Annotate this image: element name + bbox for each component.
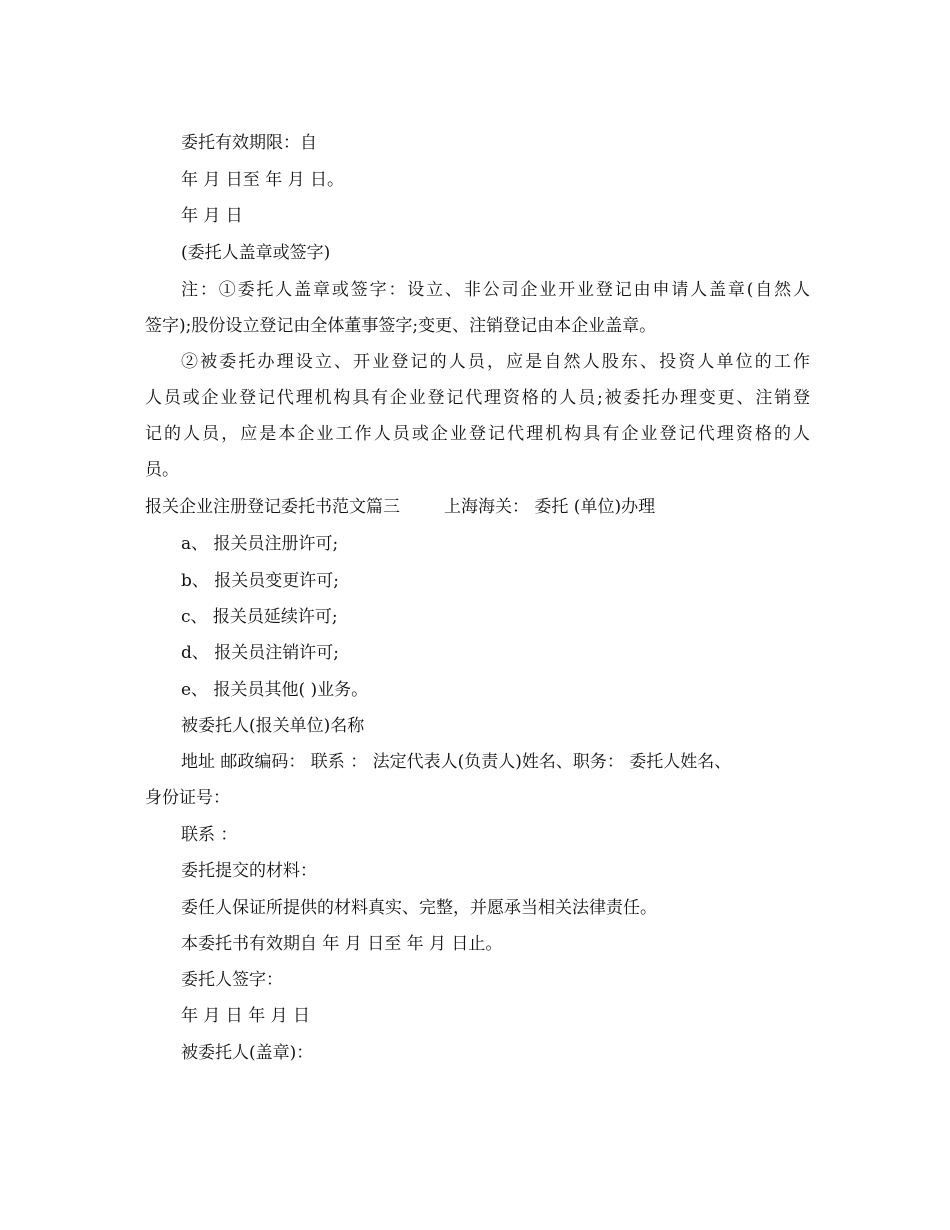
customs-entrust-line: 上海海关： 委托 (单位)办理 xyxy=(444,497,656,517)
date-line: 年 月 日 xyxy=(181,206,243,226)
note-2-line-4: 员。 xyxy=(145,460,179,480)
note-2-line-3: 记的人员，应是本企业工作人员或企业登记代理机构具有企业登记代理资格的人 xyxy=(145,424,810,444)
submitted-materials-label: 委托提交的材料： xyxy=(181,861,317,881)
address-contact-line: 地址 邮政编码： 联系 ： 法定代表人(负责人)姓名、职务： 委托人姓名、 xyxy=(181,752,732,772)
agent-name-label: 被委托人(报关单位)名称 xyxy=(181,716,365,736)
contact-label: 联系 ： xyxy=(181,825,238,845)
list-item-a: a、 报关员注册许可; xyxy=(181,534,339,554)
list-item-d: d、 报关员注销许可; xyxy=(181,643,340,663)
validity-period-label: 委托有效期限：自 xyxy=(181,133,317,153)
validity-statement: 本委托书有效期自 年 月 日至 年 月 日止。 xyxy=(181,934,503,954)
list-item-e: e、 报关员其他( )业务。 xyxy=(181,680,369,700)
section-heading-line xyxy=(145,496,810,518)
note-1-line-2: 签字);股份设立登记由全体董事签字;变更、注销登记由本企业盖章。 xyxy=(145,316,657,336)
signature-dates: 年 月 日 年 月 日 xyxy=(181,1006,311,1026)
principal-seal-note: (委托人盖章或签字) xyxy=(181,243,331,263)
list-item-c: c、 报关员延续许可; xyxy=(181,607,338,627)
list-item-b: b、 报关员变更许可; xyxy=(181,571,340,591)
validity-date-range: 年 月 日至 年 月 日。 xyxy=(181,170,345,190)
agent-seal-label: 被委托人(盖章)： xyxy=(181,1043,314,1063)
guarantee-statement: 委任人保证所提供的材料真实、完整，并愿承当相关法律责任。 xyxy=(181,898,657,918)
note-1-line-1: 注：①委托人盖章或签字：设立、非公司企业开业登记由申请人盖章(自然人 xyxy=(181,280,810,300)
section-title: 报关企业注册登记委托书范文篇三 xyxy=(145,497,400,517)
note-2-line-1: ②被委托办理设立、开业登记的人员，应是自然人股东、投资人单位的工作 xyxy=(181,352,810,372)
note-2-line-2: 人员或企业登记代理机构具有企业登记代理资格的人员;被委托办理变更、注销登 xyxy=(145,388,810,408)
id-number-label: 身份证号： xyxy=(145,788,230,808)
principal-signature-label: 委托人签字： xyxy=(181,970,283,990)
